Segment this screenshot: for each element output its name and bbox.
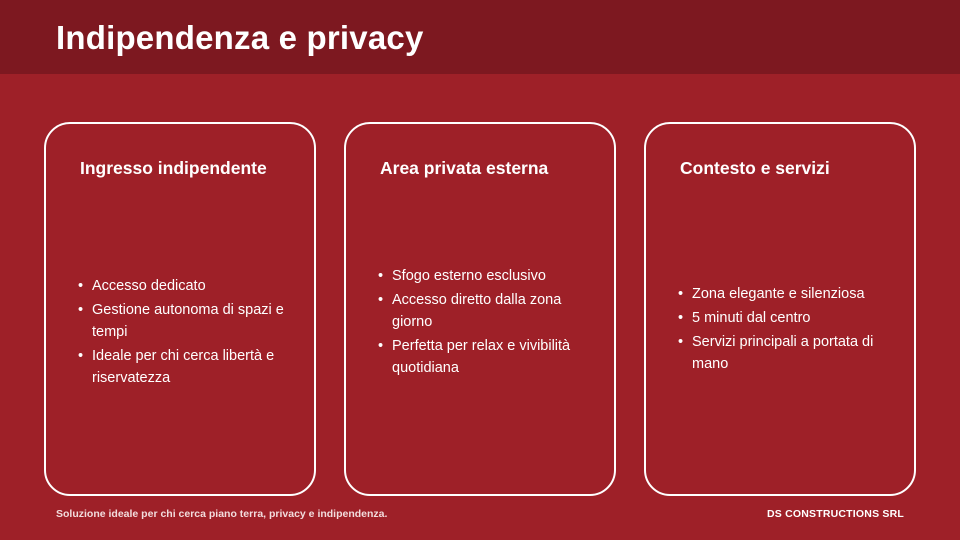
slide-footer: [0, 496, 960, 540]
list-item: • Accesso diretto dalla zona giorno: [378, 289, 588, 333]
list-item: • Sfogo esterno esclusivo: [378, 265, 588, 287]
card-heading: Contesto e servizi: [680, 158, 830, 178]
card-area-privata-esterna: [344, 122, 616, 496]
card-ingresso-indipendente: [44, 122, 316, 496]
card-contesto-e-servizi: [644, 122, 916, 496]
list-item: • Accesso dedicato: [78, 275, 288, 297]
footer-note: Soluzione ideale per chi cerca piano terra, privacy e indipendenza.: [56, 508, 388, 520]
card-heading: Ingresso indipendente: [80, 158, 267, 178]
list-item: • Perfetta per relax e vivibilità quotidiana: [378, 335, 588, 379]
list-item: • 5 minuti dal centro: [678, 307, 888, 329]
list-item: • Servizi principali a portata di mano: [678, 331, 888, 375]
slide-title-bar: [0, 0, 960, 74]
footer-brand: DS CONSTRUCTIONS SRL: [766, 508, 904, 520]
page-title: Indipendenza e privacy: [56, 18, 424, 56]
card-bullet-list: [672, 283, 888, 377]
card-heading: Area privata esterna: [380, 158, 549, 178]
card-group: [0, 74, 960, 496]
list-item: • Zona elegante e silenziosa: [678, 283, 888, 305]
list-item: • Gestione autonoma di spazi e tempi: [78, 299, 288, 343]
card-bullet-list: [72, 275, 288, 391]
list-item: • Ideale per chi cerca libertà e riservatezza: [78, 345, 288, 389]
card-bullet-list: [372, 265, 588, 381]
